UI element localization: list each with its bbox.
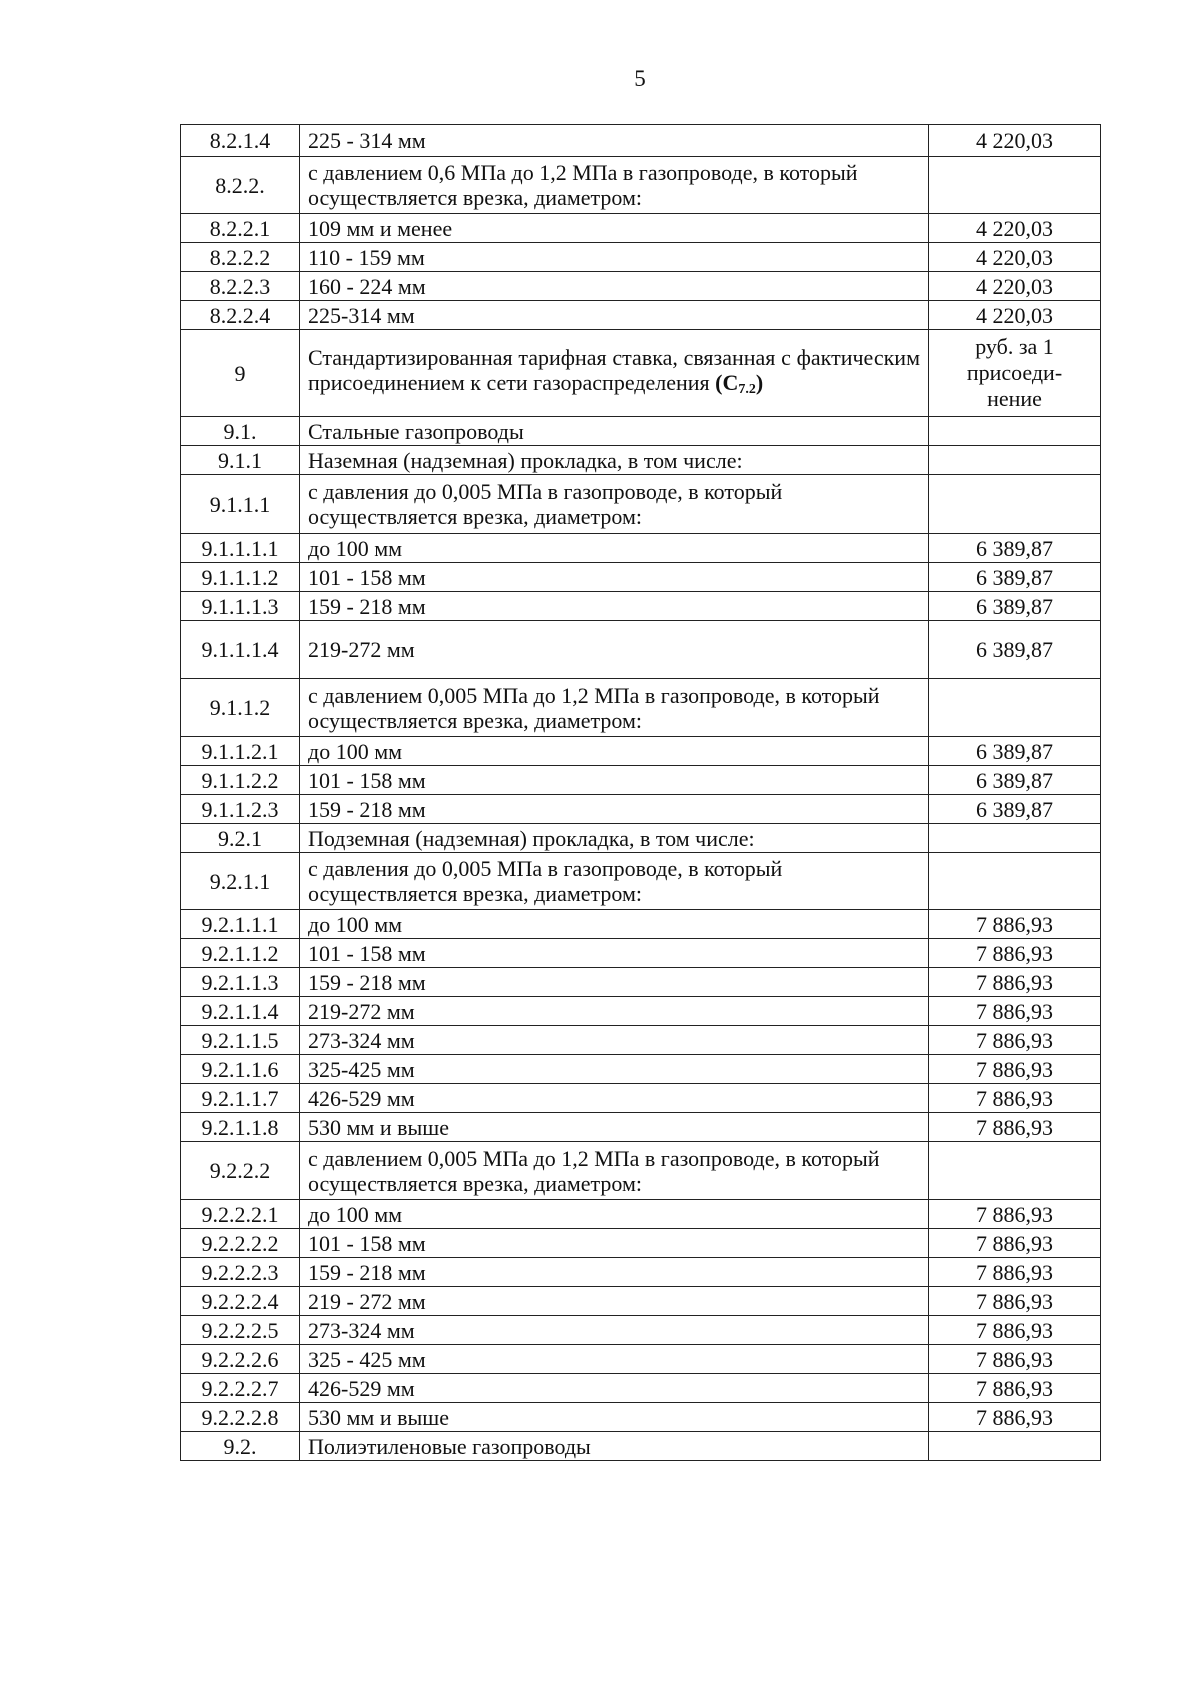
row-description: Наземная (надземная) прокладка, в том числе: [300,446,929,475]
table-row [181,125,1101,157]
table-row [181,1113,1101,1142]
row-description: Подземная (надземная) прокладка, в том числе: [300,824,929,853]
tariff-table-body [181,125,1101,1461]
table-row [181,1316,1101,1345]
row-code: 9.2.2.2.3 [181,1258,300,1287]
table-row [181,679,1101,737]
row-description: с давлением 0,6 МПа до 1,2 МПа в газопроводе, в который осуществляется врезка, диаметром: [300,157,929,214]
rate-symbol [715,370,763,395]
row-description: 101 - 158 мм [300,939,929,968]
row-price: 6 389,87 [929,766,1101,795]
row-price: 6 389,87 [929,534,1101,563]
row-price: 6 389,87 [929,621,1101,679]
row-price: 7 886,93 [929,910,1101,939]
table-row [181,1200,1101,1229]
rate-symbol-subscript: 7.2 [738,381,756,397]
row-code: 9.1.1.1.2 [181,563,300,592]
row-code: 9.1.1.2.3 [181,795,300,824]
row-description: 110 - 159 мм [300,243,929,272]
row-description: 101 - 158 мм [300,1229,929,1258]
row-description: 273-324 мм [300,1026,929,1055]
row-description: до 100 мм [300,737,929,766]
table-row [181,1374,1101,1403]
row-price: 7 886,93 [929,1113,1101,1142]
row-code: 9.1.1.1 [181,475,300,534]
row-price: 7 886,93 [929,1316,1101,1345]
row-description: 273-324 мм [300,1316,929,1345]
unit-line-3: нение [987,386,1042,411]
row-price: 7 886,93 [929,1084,1101,1113]
row-description: 159 - 218 мм [300,795,929,824]
row-code: 9.2.2.2.4 [181,1287,300,1316]
row-description: с давления до 0,005 МПа в газопроводе, в который осуществляется врезка, диаметром: [300,475,929,534]
row-description: 325 - 425 мм [300,1345,929,1374]
table-row [181,1432,1101,1461]
table-row [181,968,1101,997]
row-code: 9.1.1.2.1 [181,737,300,766]
row-code: 9.2.2.2.1 [181,1200,300,1229]
table-row [181,824,1101,853]
row-price: 7 886,93 [929,1229,1101,1258]
row-description: 426-529 мм [300,1084,929,1113]
table-row [181,737,1101,766]
tariff-table [180,124,1101,1461]
row-price: 7 886,93 [929,1026,1101,1055]
row-price: 7 886,93 [929,1258,1101,1287]
table-row [181,997,1101,1026]
row-code: 9.2.1.1.3 [181,968,300,997]
table-row [181,417,1101,446]
row-code: 8.2.2. [181,157,300,214]
row-price: 4 220,03 [929,272,1101,301]
row-description: с давления до 0,005 МПа в газопроводе, в который осуществляется врезка, диаметром: [300,853,929,910]
row-description [300,330,929,417]
row-description: 109 мм и менее [300,214,929,243]
table-row [181,301,1101,330]
table-row [181,1345,1101,1374]
table-row [181,563,1101,592]
row-price: 7 886,93 [929,1287,1101,1316]
table-row [181,1403,1101,1432]
row-description: 530 мм и выше [300,1403,929,1432]
row-price: 7 886,93 [929,968,1101,997]
row-description: Полиэтиленовые газопроводы [300,1432,929,1461]
row-price [929,1142,1101,1200]
table-row [181,621,1101,679]
row-description: 219-272 мм [300,997,929,1026]
row-description: 101 - 158 мм [300,563,929,592]
row-price: 7 886,93 [929,1403,1101,1432]
row-code: 8.2.2.2 [181,243,300,272]
row-description: 219-272 мм [300,621,929,679]
row-description: 159 - 218 мм [300,592,929,621]
row-code: 8.2.2.1 [181,214,300,243]
row-price: 7 886,93 [929,1200,1101,1229]
row-price [929,1432,1101,1461]
row-code: 9 [181,330,300,417]
row-code: 9.2.2.2.2 [181,1229,300,1258]
row-code: 9.2.1 [181,824,300,853]
table-row [181,592,1101,621]
row-code: 9.1.1.1.1 [181,534,300,563]
row-description: с давлением 0,005 МПа до 1,2 МПа в газопроводе, в который осуществляется врезка, диаметром: [300,679,929,737]
table-row [181,853,1101,910]
row-price [929,157,1101,214]
row-code: 9.1. [181,417,300,446]
row-code: 8.2.1.4 [181,125,300,157]
row-price [929,417,1101,446]
rate-symbol-main: (С [715,369,739,395]
row-price [929,679,1101,737]
row-code: 9.2.1.1.5 [181,1026,300,1055]
row-price: 6 389,87 [929,795,1101,824]
row-price: 7 886,93 [929,1055,1101,1084]
row-description: 159 - 218 мм [300,1258,929,1287]
row-description: 159 - 218 мм [300,968,929,997]
row-code: 9.2.1.1.6 [181,1055,300,1084]
row-code: 9.2. [181,1432,300,1461]
row-description: 325-425 мм [300,1055,929,1084]
row-price: 4 220,03 [929,301,1101,330]
row-code: 9.2.1.1.8 [181,1113,300,1142]
row-price: 7 886,93 [929,939,1101,968]
table-row [181,330,1101,417]
unit-line-2: присоеди- [966,360,1063,385]
table-row [181,475,1101,534]
table-row [181,1258,1101,1287]
row-price: 6 389,87 [929,737,1101,766]
table-row [181,1084,1101,1113]
row-price [929,330,1101,417]
row-price: 4 220,03 [929,214,1101,243]
row-code: 8.2.2.4 [181,301,300,330]
row-price [929,853,1101,910]
table-row [181,272,1101,301]
row-description: 101 - 158 мм [300,766,929,795]
row-price: 7 886,93 [929,1345,1101,1374]
table-row [181,534,1101,563]
row-price: 4 220,03 [929,243,1101,272]
row-code: 9.1.1.2 [181,679,300,737]
table-row [181,1229,1101,1258]
rate-symbol-close: ) [755,369,764,395]
row-description: 426-529 мм [300,1374,929,1403]
row-price [929,446,1101,475]
table-row [181,795,1101,824]
table-row [181,214,1101,243]
row-description: 225-314 мм [300,301,929,330]
row-price [929,475,1101,534]
table-row [181,1287,1101,1316]
row-price: 6 389,87 [929,563,1101,592]
row-code: 9.1.1 [181,446,300,475]
row-code: 8.2.2.3 [181,272,300,301]
page-number: 5 [634,66,646,91]
row-description: 225 - 314 мм [300,125,929,157]
row-price: 4 220,03 [929,125,1101,157]
table-row [181,446,1101,475]
table-row [181,1055,1101,1084]
table-row [181,1142,1101,1200]
row-code: 9.2.2.2.6 [181,1345,300,1374]
table-row [181,243,1101,272]
row-description: 219 - 272 мм [300,1287,929,1316]
row-price [929,824,1101,853]
table-row [181,1026,1101,1055]
row-code: 9.2.2.2 [181,1142,300,1200]
row-code: 9.2.1.1 [181,853,300,910]
row-price: 7 886,93 [929,1374,1101,1403]
row-code: 9.1.1.2.2 [181,766,300,795]
row-code: 9.2.2.2.8 [181,1403,300,1432]
table-row [181,157,1101,214]
row-code: 9.2.1.1.1 [181,910,300,939]
row-description: до 100 мм [300,1200,929,1229]
table-row [181,910,1101,939]
row-price: 7 886,93 [929,997,1101,1026]
row-description: с давлением 0,005 МПа до 1,2 МПа в газопроводе, в который осуществляется врезка, диаметром: [300,1142,929,1200]
row-code: 9.2.2.2.5 [181,1316,300,1345]
row-description: до 100 мм [300,910,929,939]
unit-line-1: руб. за 1 [975,334,1054,359]
rate-description-text: Стандартизированная тарифная ставка, связанная с фактическим присоединением к сети газораспределения [308,344,920,395]
table-row [181,766,1101,795]
row-price: 6 389,87 [929,592,1101,621]
row-code: 9.1.1.1.4 [181,621,300,679]
table-row [181,939,1101,968]
row-description: до 100 мм [300,534,929,563]
row-code: 9.1.1.1.3 [181,592,300,621]
row-code: 9.2.1.1.7 [181,1084,300,1113]
row-code: 9.2.2.2.7 [181,1374,300,1403]
row-description: 530 мм и выше [300,1113,929,1142]
row-code: 9.2.1.1.4 [181,997,300,1026]
row-description: 160 - 224 мм [300,272,929,301]
row-description: Стальные газопроводы [300,417,929,446]
row-code: 9.2.1.1.2 [181,939,300,968]
